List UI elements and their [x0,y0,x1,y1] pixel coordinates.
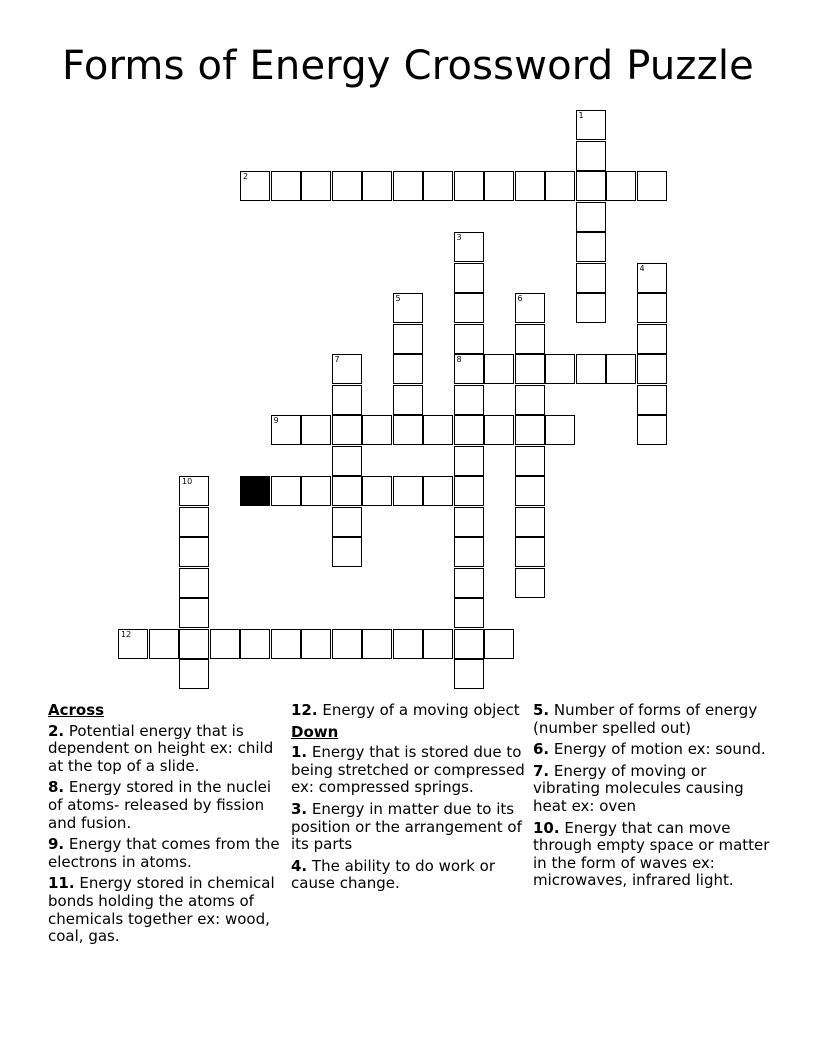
grid-cell[interactable] [576,171,606,201]
down-clue [533,702,773,737]
grid-cell[interactable] [423,415,453,445]
across-clue-list [48,723,283,946]
grid-cell[interactable] [515,446,545,476]
grid-cell[interactable] [179,537,209,567]
clues-column-2 [291,702,526,897]
clue-number: 8 [456,355,462,364]
grid-cell[interactable] [423,476,453,506]
grid-cell[interactable] [240,629,270,659]
across-clue [48,875,283,945]
grid-cell[interactable] [454,598,484,628]
grid-cell[interactable] [393,293,423,323]
grid-cell[interactable] [576,354,606,384]
grid-cell[interactable] [454,507,484,537]
across-clue [291,702,526,720]
down-clue [291,801,526,854]
clue-number: 4 [639,263,645,273]
grid-cell[interactable] [484,171,514,201]
grid-cell[interactable] [393,415,423,445]
grid-cell[interactable] [637,263,667,293]
clue-number: 4. [291,856,308,875]
grid-cell[interactable] [454,263,484,293]
clue-number: 5 [395,294,401,303]
grid-cell[interactable] [637,385,667,415]
grid-cell[interactable] [545,354,575,384]
grid-cell[interactable] [179,507,209,537]
clue-text: The ability to do work or cause change. [291,856,496,893]
grid-cell[interactable] [332,476,362,506]
grid-cell[interactable] [606,171,636,201]
across-clue-list-continued [291,702,526,720]
clue-text: Energy that is stored due to being stretched or compressed ex: compressed springs. [291,743,525,797]
grid-cell[interactable] [515,293,545,323]
grid-cell[interactable] [454,537,484,567]
down-clue [533,741,773,759]
clue-number: 9 [273,416,279,425]
clue-text: Energy of a moving object [317,701,520,719]
grid-cell[interactable] [515,385,545,415]
grid-cell[interactable] [393,324,423,354]
clue-number: 3. [291,799,308,818]
grid-cell[interactable] [515,171,545,201]
grid-cell[interactable] [515,354,545,384]
clue-number: 6 [517,294,523,303]
down-clue-list-continued [533,702,773,890]
clue-text: Energy of moving or vibrating molecules causing heat ex: oven [533,761,744,815]
grid-cell[interactable] [179,476,209,506]
grid-cell[interactable] [393,385,423,415]
clue-number: 11. [48,874,75,893]
grid-cell[interactable] [118,629,148,659]
grid-cell[interactable] [454,629,484,659]
grid-cell[interactable] [393,629,423,659]
grid-cell[interactable] [454,232,484,262]
grid-cell[interactable] [515,507,545,537]
grid-cell[interactable] [454,171,484,201]
across-clue [48,779,283,832]
page-title: Forms of Energy Crossword Puzzle [62,43,754,89]
clue-number: 7 [334,355,340,364]
grid-cell[interactable] [606,354,636,384]
clue-number: 2. [48,721,65,740]
grid-cell[interactable] [454,354,484,384]
grid-cell[interactable] [576,263,606,293]
grid-cell[interactable] [423,629,453,659]
grid-cell[interactable] [454,324,484,354]
grid-cell[interactable] [637,354,667,384]
down-heading: Down [291,722,339,741]
clue-number: 10 [182,477,193,486]
grid-cell[interactable] [179,598,209,628]
blocked-cell [240,476,270,506]
grid-cell[interactable] [210,629,240,659]
clues-column-1 [48,702,283,950]
grid-cell[interactable] [545,171,575,201]
grid-cell[interactable] [637,293,667,323]
grid-cell[interactable] [454,659,484,689]
clue-number: 1. [291,743,308,762]
grid-cell[interactable] [179,659,209,689]
clue-text: Potential energy that is dependent on height ex: child at the top of a slide. [48,721,274,775]
grid-cell[interactable] [332,171,362,201]
grid-cell[interactable] [576,202,606,232]
grid-cell[interactable] [637,415,667,445]
grid-cell[interactable] [362,415,392,445]
grid-cell[interactable] [301,476,331,506]
clue-number: 12. [291,701,318,719]
grid-cell[interactable] [454,415,484,445]
grid-cell[interactable] [515,324,545,354]
across-clue [48,723,283,776]
grid-cell[interactable] [545,415,575,445]
grid-cell[interactable] [332,629,362,659]
grid-cell[interactable] [301,629,331,659]
grid-cell[interactable] [179,568,209,598]
grid-cell[interactable] [576,232,606,262]
grid-cell[interactable] [362,171,392,201]
grid-cell[interactable] [332,537,362,567]
grid-cell[interactable] [362,629,392,659]
grid-cell[interactable] [423,171,453,201]
down-clue [291,858,526,893]
grid-cell[interactable] [576,141,606,171]
grid-cell[interactable] [484,629,514,659]
grid-cell[interactable] [515,476,545,506]
clue-number: 5. [533,701,550,719]
grid-cell[interactable] [454,568,484,598]
grid-cell[interactable] [454,293,484,323]
grid-cell[interactable] [271,171,301,201]
clue-number: 3 [456,233,462,242]
across-clue [48,836,283,871]
grid-cell[interactable] [515,415,545,445]
clue-text: Number of forms of energy (number spelled out) [533,701,758,737]
clue-number: 7. [533,761,550,780]
clue-text: Energy in matter due to its position or the arrangement of its parts [291,799,522,854]
grid-cell[interactable] [332,446,362,476]
down-clue [533,763,773,816]
clue-text: Energy stored in chemical bonds holding the atoms of chemicals together ex: wood, coal, gas. [48,874,275,946]
grid-cell[interactable] [454,476,484,506]
grid-cell[interactable] [332,385,362,415]
grid-cell[interactable] [515,537,545,567]
clue-number: 2 [243,172,249,181]
clue-text: Energy that comes from the electrons in atoms. [48,835,280,871]
grid-cell[interactable] [637,171,667,201]
clue-number: 9. [48,835,65,854]
grid-cell[interactable] [454,385,484,415]
grid-cell[interactable] [240,171,270,201]
grid-cell[interactable] [637,324,667,354]
clue-number: 12 [121,629,132,639]
grid-cell[interactable] [576,293,606,323]
grid-cell[interactable] [484,354,514,384]
grid-cell[interactable] [271,415,301,445]
clue-number: 6. [533,740,550,759]
grid-cell[interactable] [271,476,301,506]
grid-cell[interactable] [332,507,362,537]
across-heading: Across [48,701,105,719]
grid-cell[interactable] [393,171,423,201]
down-clue-list [291,744,526,893]
grid-cell[interactable] [484,415,514,445]
clue-number: 1 [578,111,584,120]
grid-cell[interactable] [393,476,423,506]
grid-cell[interactable] [576,110,606,140]
grid-cell[interactable] [393,354,423,384]
clue-text: Energy of motion ex: sound. [549,740,766,759]
clue-text: Energy that can move through empty space or matter in the form of waves ex: microwaves, infrared light. [533,818,770,890]
grid-cell[interactable] [149,629,179,659]
grid-cell[interactable] [271,629,301,659]
clue-number: 8. [48,778,65,797]
down-clue [533,820,773,890]
grid-cell[interactable] [332,415,362,445]
grid-cell[interactable] [454,446,484,476]
down-clue [291,744,526,797]
clue-number: 10. [533,818,560,837]
grid-cell[interactable] [332,354,362,384]
grid-cell[interactable] [515,568,545,598]
clue-text: Energy stored in the nuclei of atoms- released by fission and fusion. [48,778,272,832]
grid-cell[interactable] [179,629,209,659]
grid-cell[interactable] [301,415,331,445]
grid-cell[interactable] [362,476,392,506]
clues-column-3 [533,702,773,894]
grid-cell[interactable] [301,171,331,201]
